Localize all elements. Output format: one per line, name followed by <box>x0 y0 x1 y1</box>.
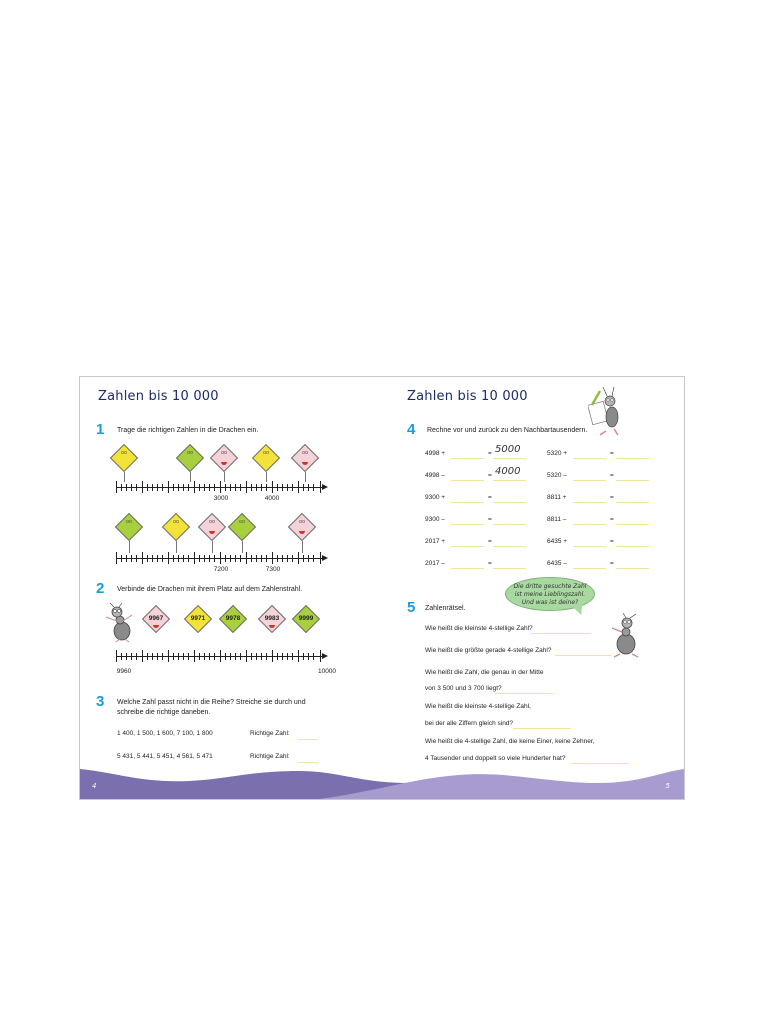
answer-field[interactable] <box>451 480 484 481</box>
ant-with-paper-icon <box>588 385 624 437</box>
answer-field[interactable] <box>573 480 606 481</box>
kite-9971: 9971 <box>184 605 212 633</box>
answer-field[interactable] <box>451 524 484 525</box>
task-number-4: 4 <box>407 421 416 438</box>
equals-sign: = <box>610 494 614 501</box>
book-spread <box>79 376 685 800</box>
equation-expr: 6435 + <box>547 538 568 545</box>
answer-field[interactable] <box>513 728 571 729</box>
riddle-question: Wie heißt die Zahl, die genau in der Mitte <box>425 669 544 676</box>
answer-field[interactable] <box>493 524 526 525</box>
answer-field[interactable] <box>573 502 606 503</box>
handwritten-answer: 4000 <box>495 466 521 477</box>
task1-instruction: Trage die richtigen Zahlen in die Drachen ein. <box>117 427 259 434</box>
equals-sign: = <box>610 560 614 567</box>
equals-sign: = <box>488 560 492 567</box>
page-title: Zahlen bis 10 000 <box>98 389 219 404</box>
kite-pink: oo <box>198 513 226 541</box>
riddle-question: Wie heißt die größte gerade 4-stellige Zahl? <box>425 647 552 654</box>
riddle-question: von 3 500 und 3 700 liegt? <box>425 685 502 692</box>
task-number-3: 3 <box>96 693 105 710</box>
answer-field[interactable] <box>451 568 484 569</box>
equation-expr: 9300 + <box>425 494 446 501</box>
answer-field[interactable] <box>555 655 612 656</box>
answer-field[interactable] <box>451 458 484 459</box>
equals-sign: = <box>610 516 614 523</box>
equation-expr: 5320 + <box>547 450 568 457</box>
equation-expr: 9300 – <box>425 516 445 523</box>
footer-wave <box>80 769 684 799</box>
riddle-question: Wie heißt die kleinste 4-stellige Zahl? <box>425 625 533 632</box>
equation-expr: 8811 – <box>547 516 567 523</box>
riddle-question: 4 Tausender und doppelt so viele Hunderter hat? <box>425 755 566 762</box>
equals-sign: = <box>488 494 492 501</box>
task3-instruction-line1: Welche Zahl passt nicht in die Reihe? Streiche sie durch und <box>117 699 306 706</box>
answer-field[interactable] <box>573 524 606 525</box>
answer-field[interactable] <box>493 568 526 569</box>
number-line-1 <box>116 481 328 493</box>
answer-field[interactable] <box>616 568 649 569</box>
ant-character-icon <box>100 603 140 643</box>
answer-field[interactable] <box>493 546 526 547</box>
task-number-5: 5 <box>407 599 416 616</box>
answer-field[interactable] <box>616 546 649 547</box>
kite-9978: 9978 <box>219 605 247 633</box>
equation-expr: 8811 + <box>547 494 567 501</box>
handwritten-answer: 5000 <box>495 444 521 455</box>
kite-9983: 9983 <box>258 605 286 633</box>
equation-expr: 5320 – <box>547 472 567 479</box>
equation-expr: 6435 – <box>547 560 567 567</box>
answer-field[interactable] <box>573 458 606 459</box>
answer-field[interactable] <box>493 502 526 503</box>
task-number-1: 1 <box>96 421 105 438</box>
tick-label-end: 10000 <box>317 668 337 675</box>
kite-9967: 9967 <box>142 605 170 633</box>
kite-pink: oo <box>210 444 238 472</box>
equals-sign: = <box>488 472 492 479</box>
riddle-question: Wie heißt die kleinste 4-stellige Zahl, <box>425 703 531 710</box>
tick-label: 7300 <box>265 566 281 573</box>
kite-pink: oo <box>291 444 319 472</box>
equals-sign: = <box>488 516 492 523</box>
page-number-right: 5 <box>665 782 670 790</box>
answer-field[interactable] <box>573 546 606 547</box>
tick-label: 4000 <box>264 495 280 502</box>
equals-sign: = <box>610 472 614 479</box>
answer-field[interactable] <box>451 502 484 503</box>
number-line-3 <box>116 650 328 662</box>
ant-character-icon <box>608 612 644 658</box>
equals-sign: = <box>610 450 614 457</box>
answer-field[interactable] <box>573 568 606 569</box>
kite-9999: 9999 <box>292 605 320 633</box>
number-line-2 <box>116 552 328 564</box>
equals-sign: = <box>488 538 492 545</box>
tick-label: 3000 <box>213 495 229 502</box>
equals-sign: = <box>488 450 492 457</box>
kite-yellow: oo <box>252 444 280 472</box>
equation-expr: 4998 + <box>425 450 446 457</box>
kite-green: oo <box>228 513 256 541</box>
kite-yellow: oo <box>162 513 190 541</box>
answer-label: Richtige Zahl: <box>250 730 290 737</box>
answer-field[interactable] <box>493 480 526 481</box>
speech-bubble: Die dritte gesuchte Zahl ist meine Lieblingszahl. Und was ist deine? <box>505 577 595 611</box>
page-number-left: 4 <box>92 782 97 790</box>
task2-instruction: Verbinde die Drachen mit ihrem Platz auf dem Zahlenstrahl. <box>117 586 303 593</box>
tick-label-start: 9960 <box>116 668 132 675</box>
riddle-question: Wie heißt die 4-stellige Zahl, die keine Einer, keine Zehner, <box>425 738 595 745</box>
task5-heading: Zahlenrätsel. <box>425 605 466 612</box>
left-page <box>80 377 383 799</box>
sequence-row: 5 431, 5 441, 5 451, 4 561, 5 471 <box>117 753 213 760</box>
equation-expr: 4998 – <box>425 472 445 479</box>
answer-field[interactable] <box>493 458 526 459</box>
answer-field[interactable] <box>495 693 553 694</box>
answer-field[interactable] <box>616 524 649 525</box>
answer-label: Richtige Zahl: <box>250 753 290 760</box>
sequence-row: 1 400, 1 500, 1 600, 7 100, 1 800 <box>117 730 213 737</box>
answer-field[interactable] <box>298 739 318 740</box>
equation-expr: 2017 – <box>425 560 445 567</box>
tick-label: 7200 <box>213 566 229 573</box>
kite-green: oo <box>115 513 143 541</box>
equals-sign: = <box>610 538 614 545</box>
kite-pink: oo <box>288 513 316 541</box>
riddle-question: bei der alle Ziffern gleich sind? <box>425 720 514 727</box>
page-title: Zahlen bis 10 000 <box>407 389 528 404</box>
answer-field[interactable] <box>616 502 649 503</box>
kite-yellow: oo <box>110 444 138 472</box>
equation-expr: 2017 + <box>425 538 446 545</box>
kite-green: oo <box>176 444 204 472</box>
answer-field[interactable] <box>531 633 591 634</box>
answer-field[interactable] <box>616 480 649 481</box>
answer-field[interactable] <box>451 546 484 547</box>
answer-field[interactable] <box>571 763 629 764</box>
task-number-2: 2 <box>96 580 105 597</box>
answer-field[interactable] <box>298 762 318 763</box>
answer-field[interactable] <box>616 458 649 459</box>
task3-instruction-line2: schreibe die richtige daneben. <box>117 709 211 716</box>
right-page <box>383 377 685 799</box>
task4-instruction: Rechne vor und zurück zu den Nachbartausendern. <box>427 427 588 434</box>
